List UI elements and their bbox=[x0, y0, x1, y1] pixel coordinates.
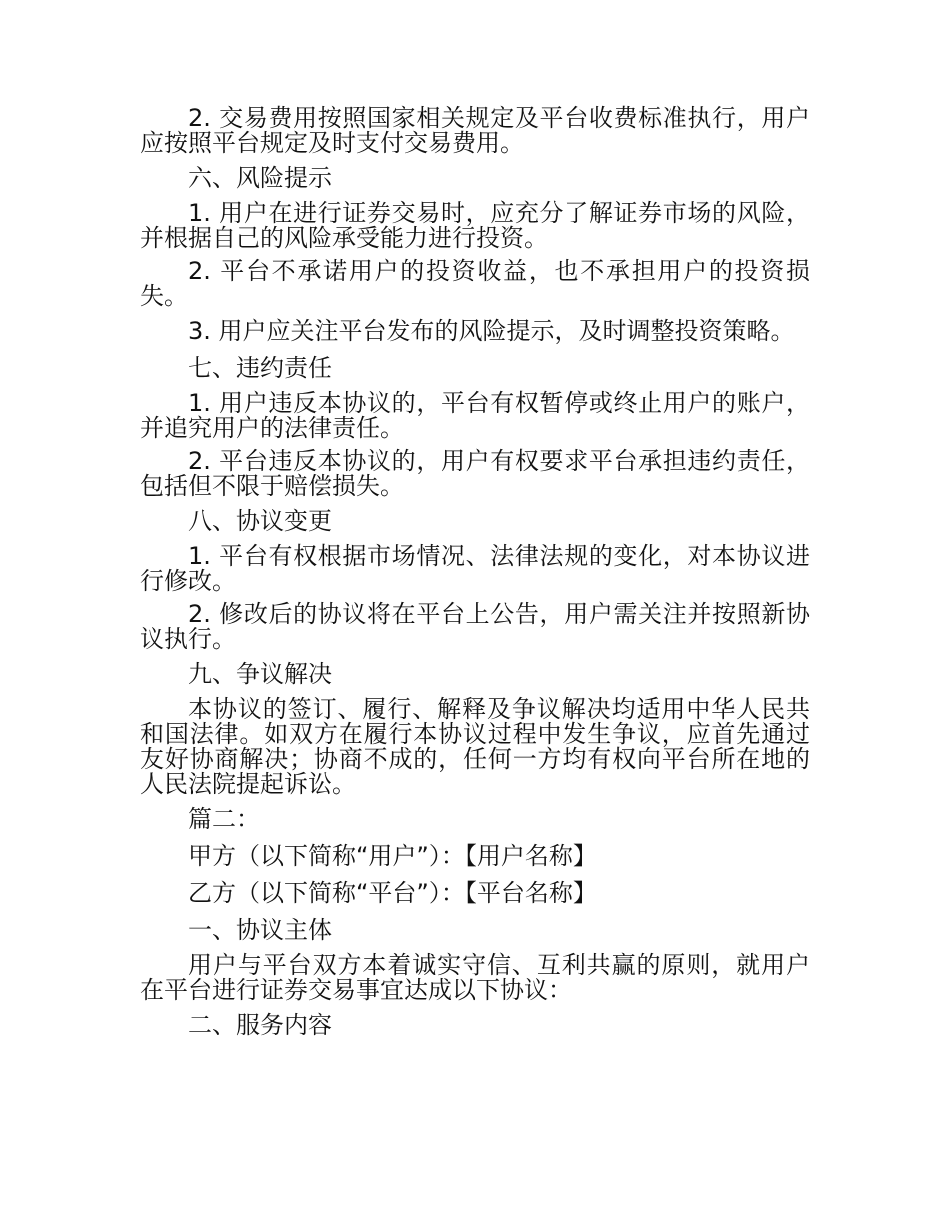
section-heading-parties: 一、协议主体 bbox=[188, 916, 332, 944]
section-heading-risk: 六、风险提示 bbox=[188, 164, 332, 192]
section-heading-amendment: 八、协议变更 bbox=[188, 507, 332, 535]
section-heading-dispute: 九、争议解决 bbox=[188, 660, 332, 688]
party-a-line: 甲方（以下简称“用户”）：【用户名称】 bbox=[188, 842, 597, 870]
document-body bbox=[140, 106, 810, 1048]
clause-platform-breach: 2. 平台违反本协议的，用户有权要求平台承担违约责任，包括但不限于赔偿损失。 bbox=[140, 447, 810, 500]
section-heading-liability: 七、违约责任 bbox=[188, 354, 332, 382]
section-heading-services: 二、服务内容 bbox=[188, 1011, 332, 1039]
clause-user-breach: 1. 用户违反本协议的，平台有权暂停或终止用户的账户，并追究用户的法律责任。 bbox=[140, 389, 810, 442]
clause-risk-notice: 3. 用户应关注平台发布的风险提示，及时调整投资策略。 bbox=[188, 317, 795, 345]
party-b-line: 乙方（以下简称“平台”）：【平台名称】 bbox=[188, 879, 597, 907]
part-two-heading: 篇二： bbox=[188, 805, 260, 833]
clause-no-return-guarantee: 2. 平台不承诺用户的投资收益，也不承担用户的投资损失。 bbox=[140, 257, 810, 310]
clause-amendment-notice: 2. 修改后的协议将在平台上公告，用户需关注并按照新协议执行。 bbox=[140, 600, 810, 653]
clause-risk-understanding: 1. 用户在进行证券交易时，应充分了解证券市场的风险，并根据自己的风险承受能力进行投资。 bbox=[140, 199, 810, 252]
clause-parties-principle: 用户与平台双方本着诚实守信、互利共赢的原则，就用户在平台进行证券交易事宜达成以下协议： bbox=[140, 951, 810, 1004]
clause-dispute-resolution: 本协议的签订、履行、解释及争议解决均适用中华人民共和国法律。如双方在履行本协议过程中发生争议，应首先通过友好协商解决；协商不成的，任何一方均有权向平台所在地的人民法院提起诉讼。 bbox=[140, 695, 810, 798]
clause-fee-payment: 2. 交易费用按照国家相关规定及平台收费标准执行，用户应按照平台规定及时支付交易费用。 bbox=[140, 104, 810, 157]
clause-amendment-right: 1. 平台有权根据市场情况、法律法规的变化，对本协议进行修改。 bbox=[140, 542, 810, 595]
